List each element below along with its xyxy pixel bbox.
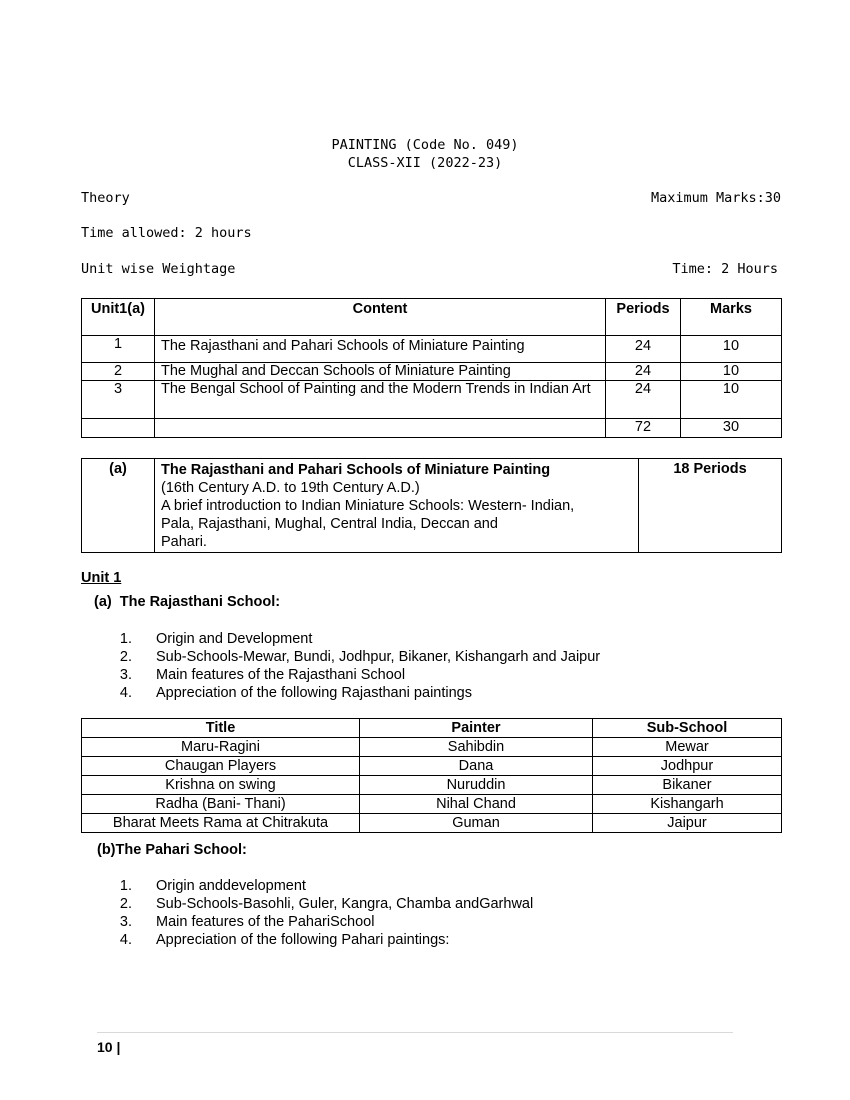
title-cell: Chaugan Players <box>82 757 360 776</box>
unit-cell: 2 <box>82 363 155 381</box>
subschool-cell: Mewar <box>593 738 782 757</box>
table-row <box>82 363 782 381</box>
subschool-cell: Jodhpur <box>593 757 782 776</box>
rajasthani-list: 1. Origin and Development 2. Sub-Schools-Mewar, Bundi, Jodhpur, Bikaner, Kishangarh and Jaipur 3. Main features of the Rajasthani School 4. Appreciation of the following Rajasthani paintings <box>119 631 601 701</box>
weightage-table <box>81 298 782 438</box>
section-a-title: The Rajasthani and Pahari Schools of Miniature Painting <box>161 462 551 478</box>
painter-cell: Sahibdin <box>360 738 593 757</box>
pahari-list: 1. Origin anddevelopment 2. Sub-Schools-Basohli, Guler, Kangra, Chamba andGarhwal 3. Main features of the PahariSchool 4. Appreciation of the following Pahari paintings: <box>119 878 534 948</box>
col-content-header: Content <box>155 299 606 336</box>
content-cell: The Mughal and Deccan Schools of Miniature Painting <box>155 363 606 381</box>
theory-label: Theory <box>81 190 130 206</box>
col-unit-header: Unit1(a) <box>82 299 155 336</box>
pahari-heading: (b)The Pahari School: <box>97 842 247 858</box>
max-marks-label: Maximum Marks:30 <box>650 190 781 206</box>
table-row <box>82 381 782 419</box>
painter-cell: Guman <box>360 814 593 833</box>
periods-cell: 24 <box>606 381 681 419</box>
title-cell: Krishna on swing <box>82 776 360 795</box>
marks-cell: 10 <box>681 363 782 381</box>
col-periods-header: Periods <box>606 299 681 336</box>
content-cell: The Bengal School of Painting and the Modern Trends in Indian Art <box>155 381 606 419</box>
subschool-cell: Kishangarh <box>593 795 782 814</box>
unit-cell: 3 <box>82 381 155 419</box>
unit-weightage-label: Unit wise Weightage <box>81 261 236 277</box>
table-row <box>82 336 782 363</box>
section-a-content <box>155 459 639 553</box>
table-row <box>82 795 782 814</box>
col-subschool-header: Sub-School <box>593 719 782 738</box>
col-painter-header: Painter <box>360 719 593 738</box>
painter-cell: Dana <box>360 757 593 776</box>
total-marks-cell: 30 <box>681 419 782 438</box>
subschool-cell: Bikaner <box>593 776 782 795</box>
title-cell: Bharat Meets Rama at Chitrakuta <box>82 814 360 833</box>
time-label: Time: 2 Hours <box>672 261 778 277</box>
unit1-heading: Unit 1 <box>81 570 122 586</box>
table-row <box>82 776 782 795</box>
marks-cell: 10 <box>681 381 782 419</box>
rajasthani-paintings-table <box>81 718 782 833</box>
time-allowed-label: Time allowed: 2 hours <box>81 225 252 241</box>
section-a-label: (a) <box>82 459 155 553</box>
section-a-table <box>81 458 782 553</box>
table-row <box>82 814 782 833</box>
rajasthani-heading: (a) The Rajasthani School: <box>94 594 281 610</box>
section-a-periods: 18 Periods <box>639 459 782 553</box>
section-a-description-2: Pala, Rajasthani, Mughal, Central India, Deccan and <box>161 516 498 532</box>
section-a-period: (16th Century A.D. to 19th Century A.D.) <box>161 480 420 496</box>
total-periods-cell: 72 <box>606 419 681 438</box>
section-a-description-3: Pahari. <box>161 534 207 550</box>
marks-cell: 10 <box>681 336 782 363</box>
painter-cell: Nihal Chand <box>360 795 593 814</box>
table-row-total <box>82 419 782 438</box>
title-cell: Maru-Ragini <box>82 738 360 757</box>
col-marks-header: Marks <box>681 299 782 336</box>
title-cell: Radha (Bani- Thani) <box>82 795 360 814</box>
table-row <box>82 738 782 757</box>
content-cell: The Rajasthani and Pahari Schools of Miniature Painting <box>155 336 606 363</box>
section-a-description-1: A brief introduction to Indian Miniature Schools: Western- Indian, <box>161 498 575 514</box>
page-number: 10 | <box>97 1039 121 1055</box>
periods-cell: 24 <box>606 336 681 363</box>
unit-cell: 1 <box>82 336 155 363</box>
painter-cell: Nuruddin <box>360 776 593 795</box>
document-title: PAINTING (Code No. 049) <box>331 137 519 153</box>
col-title-header: Title <box>82 719 360 738</box>
footer-divider <box>97 1032 733 1033</box>
class-label: CLASS-XII (2022-23) <box>347 155 503 171</box>
periods-cell: 24 <box>606 363 681 381</box>
table-row <box>82 757 782 776</box>
subschool-cell: Jaipur <box>593 814 782 833</box>
